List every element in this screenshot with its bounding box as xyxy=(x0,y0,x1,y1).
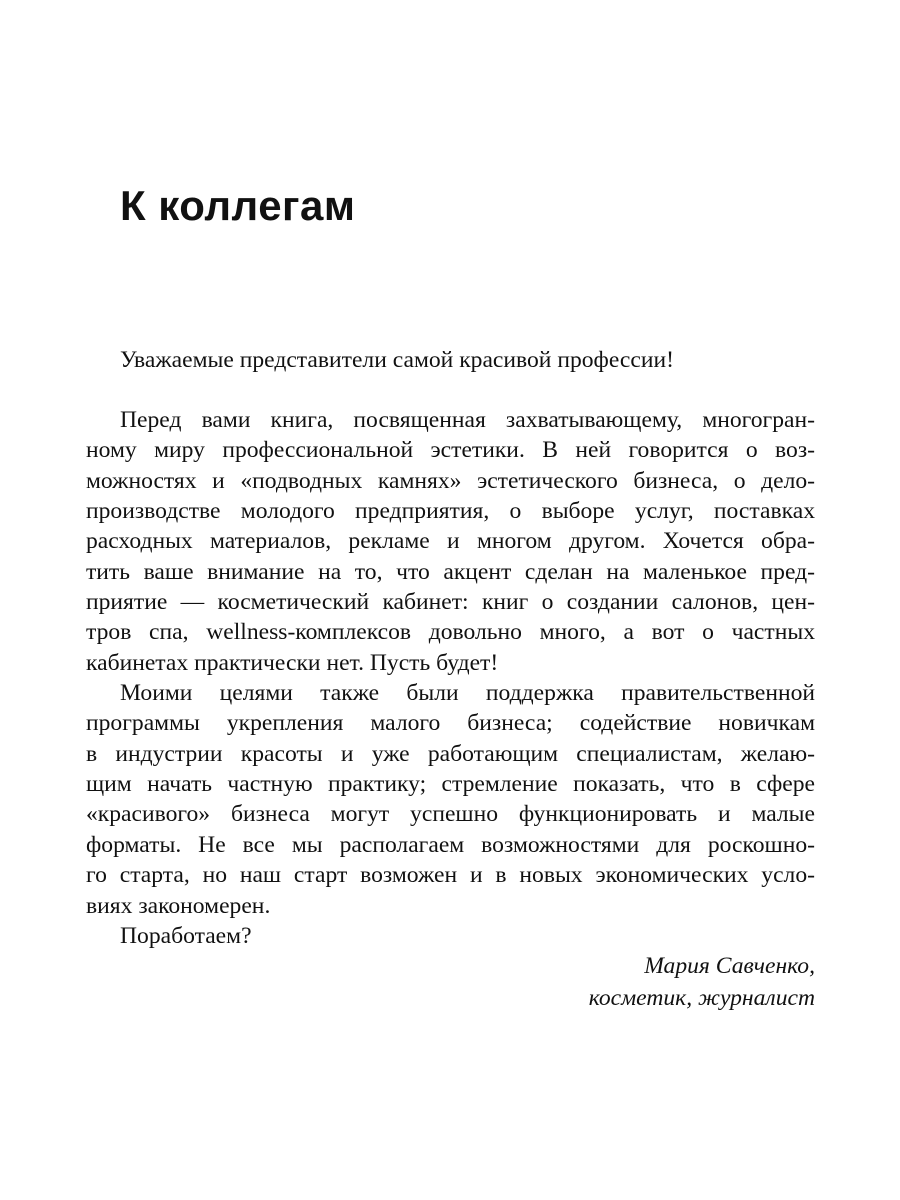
paragraph-1-line: приятие — косметический кабинет: книг о создании салонов, цен- xyxy=(86,589,815,616)
paragraph-1-line: тить ваше внимание на то, что акцент сделан на маленькое пред- xyxy=(86,558,815,585)
paragraph-2-line: щим начать частную практику; стремление показать, что в сфере xyxy=(86,771,815,798)
paragraph-1-line: Перед вами книга, посвященная захватывающему, многогран- xyxy=(120,407,815,433)
paragraph-2-line: «красивого» бизнеса могут успешно функционировать и малые xyxy=(86,801,815,828)
paragraph-2-line: в индустрии красоты и уже работающим специалистам, желаю- xyxy=(86,740,815,767)
paragraph-2-line: программы укрепления малого бизнеса; содействие новичкам xyxy=(86,710,815,737)
paragraph-2-line: форматы. Не все мы располагаем возможностями для роскошно- xyxy=(86,831,815,858)
paragraph-1 xyxy=(86,405,815,678)
paragraph-2-line: го старта, но наш старт возможен и в новых экономических усло- xyxy=(86,862,815,889)
greeting-line: Уважаемые представители самой красивой профессии! xyxy=(120,347,674,373)
closing-line: Поработаем? xyxy=(120,922,252,949)
author-role: косметик, журналист xyxy=(588,985,815,1011)
paragraph-1-line: можностях и «подводных камнях» эстетического бизнеса, о дело- xyxy=(86,467,815,494)
paragraph-1-line: тров спа, wellness-комплексов довольно много, а вот о частных xyxy=(86,619,815,646)
author-name: Мария Савченко, xyxy=(644,953,815,979)
author-signature xyxy=(86,950,815,1014)
body-text xyxy=(86,405,815,951)
paragraph-1-line: кабинетах практически нет. Пусть будет! xyxy=(86,649,499,676)
paragraph-2 xyxy=(86,678,815,921)
paragraph-1-line: расходных материалов, рекламе и многом другом. Хочется обра- xyxy=(86,528,815,555)
paragraph-1-line: ному миру профессиональной эстетики. В ней говорится о воз- xyxy=(86,437,815,464)
paragraph-2-line: виях закономерен. xyxy=(86,892,271,919)
paragraph-1-line: производстве молодого предприятия, о выборе услуг, поставках xyxy=(86,498,815,525)
closing-paragraph xyxy=(86,921,815,951)
paragraph-2-line: Моими целями также были поддержка правительственной xyxy=(120,680,815,707)
page-title: К коллегам xyxy=(120,182,356,229)
